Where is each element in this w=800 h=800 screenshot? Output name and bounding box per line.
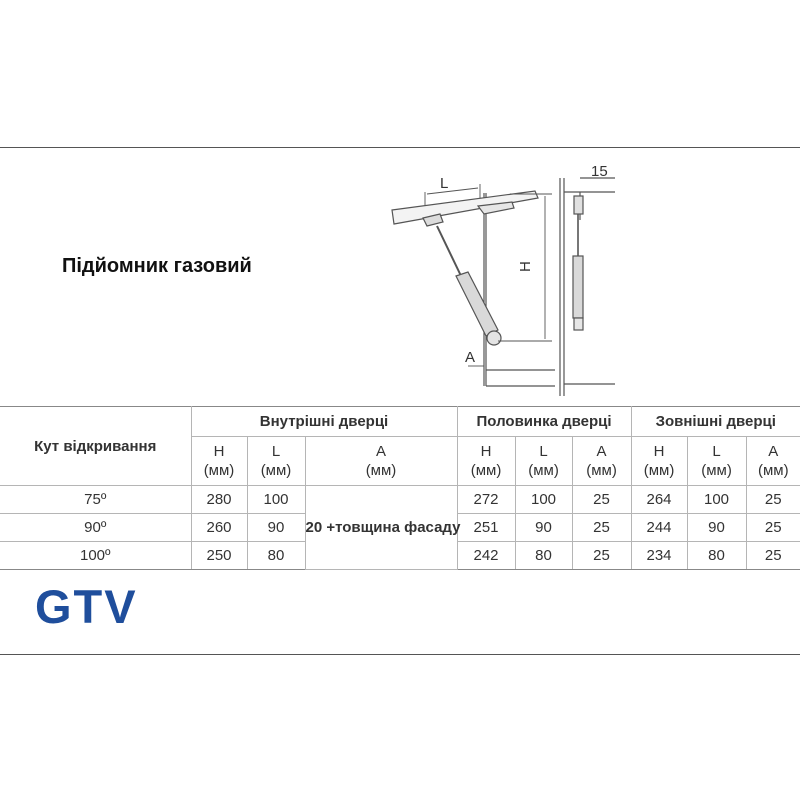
inner-h-cell: 260 [191,514,247,542]
gtv-logo [35,583,195,633]
outer-h-cell: 264 [631,486,687,514]
half-a-cell: 25 [572,542,631,570]
opening-angle-header: Кут відкривання [0,407,191,486]
inner-h-cell: 250 [191,542,247,570]
group-outer-doors: Зовнішні дверці [631,407,800,437]
gas-lift-diagram [0,148,800,406]
subheader-half-l: L (мм) [515,437,572,486]
specification-table [0,406,800,570]
inner-l-cell: 90 [247,514,305,542]
inner-l-cell: 80 [247,542,305,570]
half-a-cell: 25 [572,514,631,542]
angle-cell: 100º [0,542,191,570]
subheader-outer-l: L (мм) [687,437,746,486]
page-title: Підйомник газовий [62,255,252,277]
subheader-outer-a: A (мм) [746,437,800,486]
subheader-outer-h: H (мм) [631,437,687,486]
outer-h-cell: 234 [631,542,687,570]
angle-cell: 90º [0,514,191,542]
outer-a-cell: 25 [746,542,800,570]
outer-h-cell: 244 [631,514,687,542]
dimension-l-label: L [440,175,449,192]
svg-text:GTV: GTV [35,583,138,633]
subheader-inner-a: A (мм) [305,437,457,486]
dimension-h-label: H [517,261,534,272]
dimension-15-label: 15 [591,163,608,180]
subheader-inner-l: L (мм) [247,437,305,486]
inner-h-cell: 280 [191,486,247,514]
dimension-a-label: A [465,349,476,366]
half-h-cell: 251 [457,514,515,542]
half-h-cell: 272 [457,486,515,514]
half-l-cell: 90 [515,514,572,542]
angle-cell: 75º [0,486,191,514]
subheader-inner-h: H (мм) [191,437,247,486]
group-half-doors: Половинка дверці [457,407,631,437]
half-l-cell: 100 [515,486,572,514]
inner-a-note: 20 +товщина фасаду [305,486,457,570]
table-row [0,486,800,514]
half-a-cell: 25 [572,486,631,514]
outer-l-cell: 100 [687,486,746,514]
outer-a-cell: 25 [746,514,800,542]
subheader-half-h: H (мм) [457,437,515,486]
outer-l-cell: 90 [687,514,746,542]
outer-a-cell: 25 [746,486,800,514]
outer-l-cell: 80 [687,542,746,570]
half-h-cell: 242 [457,542,515,570]
subheader-half-a: A (мм) [572,437,631,486]
group-inner-doors: Внутрішні дверці [191,407,457,437]
inner-l-cell: 100 [247,486,305,514]
half-l-cell: 80 [515,542,572,570]
